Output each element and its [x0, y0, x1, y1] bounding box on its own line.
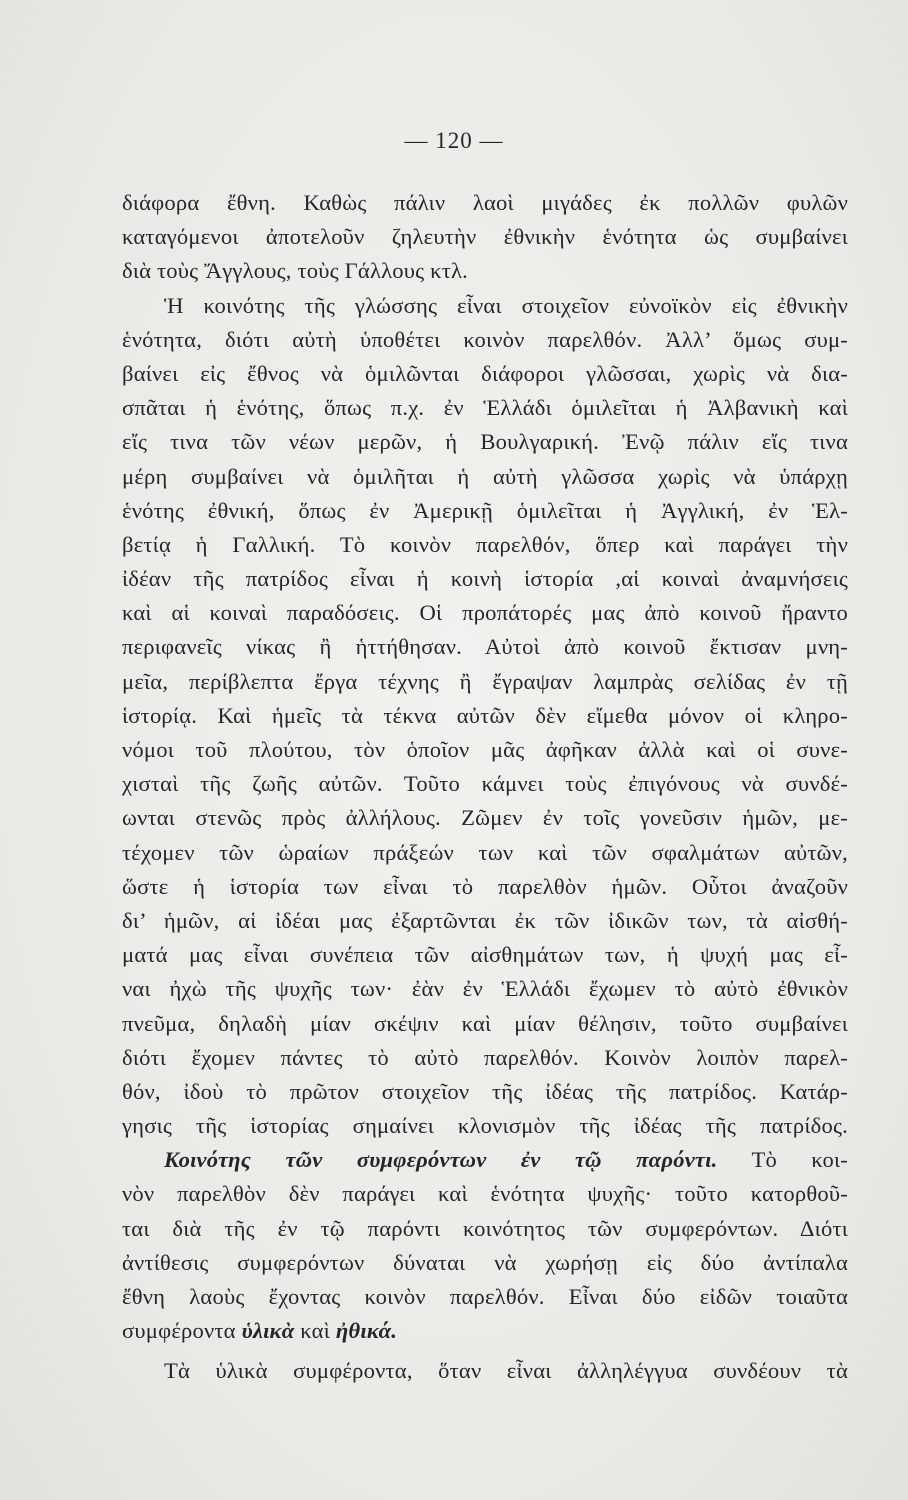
text-line: περιφανεῖς νίκας ἢ ἡττήθησαν. Αὐτοὶ ἀπὸ κοινοῦ ἔκτισαν μνη-: [122, 634, 848, 660]
emphasis-moral: ἠθικά.: [335, 1318, 398, 1344]
text-line: μεῖα, περίβλεπτα ἔργα τέχνης ἢ ἔγραψαν λαμπρὰς σελίδας ἐν τῇ: [122, 668, 848, 694]
text-line: βετίᾳ ἡ Γαλλική. Τὸ κοινὸν παρελθόν, ὅπερ καὶ παράγει τὴν: [122, 531, 848, 557]
text-line: Τὰ ὑλικὰ συμφέροντα, ὅταν εἶναι ἀλληλέγγυα συνδέουν τὰ: [164, 1358, 848, 1384]
text-line: ἔθνη λαοὺς ἔχοντας κοινὸν παρελθόν. Εἶναι δύο εἰδῶν τοιαῦτα: [122, 1284, 848, 1309]
text-fragment: Τὸ κοι-: [717, 1147, 848, 1173]
text-line: νόμοι τοῦ πλούτου, τὸν ὁποῖον μᾶς ἀφῆκαν ἀλλὰ καὶ οἱ συνε-: [122, 737, 848, 762]
text-line: διὰ τοὺς Ἄγγλους, τοὺς Γάλλους κτλ.: [122, 258, 469, 284]
text-line: καταγόμενοι ἀποτελοῦν ζηλευτὴν ἐθνικὴν ἑνότητα ὡς συμβαίνει: [122, 224, 848, 250]
text-line: ἰδέαν τῆς πατρίδος εἶναι ἡ κοινὴ ἱστορία ,αἱ κοιναὶ ἀναμνήσεις: [122, 566, 848, 592]
text-line: νὸν παρελθὸν δὲν παράγει καὶ ἑνότητα ψυχῆς· τοῦτο κατορθοῦ-: [122, 1181, 848, 1207]
text-line: ναι ἠχὼ τῆς ψυχῆς των· ἐὰν ἐν Ἑλλάδι ἔχωμεν τὸ αὐτὸ ἐθνικὸν: [122, 976, 848, 1002]
text-line: διάφορα ἔθνη. Καθὼς πάλιν λαοὶ μιγάδες ἐκ πολλῶν φυλῶν: [122, 190, 848, 215]
text-fragment: συμφέροντα: [122, 1318, 236, 1344]
text-line: ματά μας εἶναι συνέπεια τῶν αἰσθημάτων των, ἡ ψυχή μας εἶ-: [122, 942, 848, 968]
text-line: μέρη συμβαίνει νὰ ὁμιλῆται ἡ αὐτὴ γλῶσσα χωρὶς νὰ ὑπάρχῃ: [122, 463, 848, 489]
text-line: θόν, ἰδοὺ τὸ πρῶτον στοιχεῖον τῆς ἰδέας τῆς πατρίδος. Κατάρ-: [122, 1078, 848, 1104]
text-line: ται διὰ τῆς ἐν τῷ παρόντι κοινότητος τῶν συμφερόντων. Διότι: [122, 1215, 848, 1241]
text-line: [122, 1314, 848, 1348]
emphasis-material: ὑλικὰ: [241, 1318, 295, 1344]
page-number: — 120 —: [404, 128, 504, 153]
text-line: διότι ἔχομεν πάντες τὸ αὐτὸ παρελθόν. Κοινὸν λοιπὸν παρελ-: [122, 1044, 848, 1070]
text-line: εἴς τινα τῶν νέων μερῶν, ἡ Βουλγαρική. Ἐνῷ πάλιν εἴς τινα: [122, 429, 848, 455]
text-line: ἱστορίᾳ. Καὶ ἡμεῖς τὰ τέκνα αὐτῶν δὲν εἴμεθα μόνον οἱ κληρο-: [122, 702, 848, 728]
text-line: καὶ αἱ κοιναὶ παραδόσεις. Οἱ προπάτορές μας ἀπὸ κοινοῦ ἤραντο: [122, 600, 848, 626]
text-line: γησις τῆς ἱστορίας σημαίνει κλονισμὸν τῆς ἰδέας τῆς πατρίδος.: [122, 1113, 848, 1139]
text-line: ὥστε ἡ ἱστορία των εἶναι τὸ παρελθὸν ἡμῶν. Οὗτοι ἀναζοῦν: [122, 873, 848, 899]
text-line: ἑνότης ἐθνική, ὅπως ἐν Ἀμερικῇ ὁμιλεῖται ἡ Ἀγγλική, ἐν Ἑλ-: [122, 497, 848, 523]
text-line: τέχομεν τῶν ὡραίων πράξεών των καὶ τῶν σφαλμάτων αὐτῶν,: [122, 839, 848, 865]
text-line: Ἡ κοινότης τῆς γλώσσης εἶναι στοιχεῖον εὐνοϊκὸν εἰς ἐθνικὴν: [164, 292, 848, 318]
text-line: δι’ ἡμῶν, αἱ ἰδέαι μας ἐξαρτῶνται ἐκ τῶν ἰδικῶν των, τὰ αἰσθή-: [122, 907, 848, 933]
text-line: χισταὶ τῆς ζωῆς αὐτῶν. Τοῦτο κάμνει τοὺς ἐπιγόνους νὰ συνδέ-: [122, 771, 848, 797]
section-heading-line: [122, 1143, 848, 1177]
text-line: ἑνότητα, διότι αὐτὴ ὑποθέτει κοινὸν παρελθόν. Ἀλλ’ ὅμως συμ-: [122, 326, 848, 352]
text-line: ἀντίθεσις συμφερόντων δύναται νὰ χωρήσῃ εἰς δύο ἀντίπαλα: [122, 1249, 848, 1275]
text-line: ωνται στενῶς πρὸς ἀλλήλους. Ζῶμεν ἐν τοῖς γονεῦσιν ἡμῶν, με-: [122, 805, 848, 831]
text-line: πνεῦμα, δηλαδὴ μίαν σκέψιν καὶ μίαν θέλησιν, τοῦτο συμβαίνει: [122, 1010, 848, 1036]
section-heading: Κοινότης τῶν συμφερόντων ἐν τῷ παρόντι.: [164, 1147, 718, 1173]
text-line: βαίνει εἰς ἔθνος νὰ ὁμιλῶνται διάφοροι γλῶσσαι, χωρὶς νὰ δια-: [122, 360, 848, 386]
text-line: σπᾶται ἡ ἑνότης, ὅπως π.χ. ἐν Ἑλλάδι ὁμιλεῖται ἡ Ἀλβανικὴ καὶ: [122, 395, 848, 421]
body-text: [122, 186, 848, 1389]
text-fragment: καὶ: [294, 1318, 336, 1344]
